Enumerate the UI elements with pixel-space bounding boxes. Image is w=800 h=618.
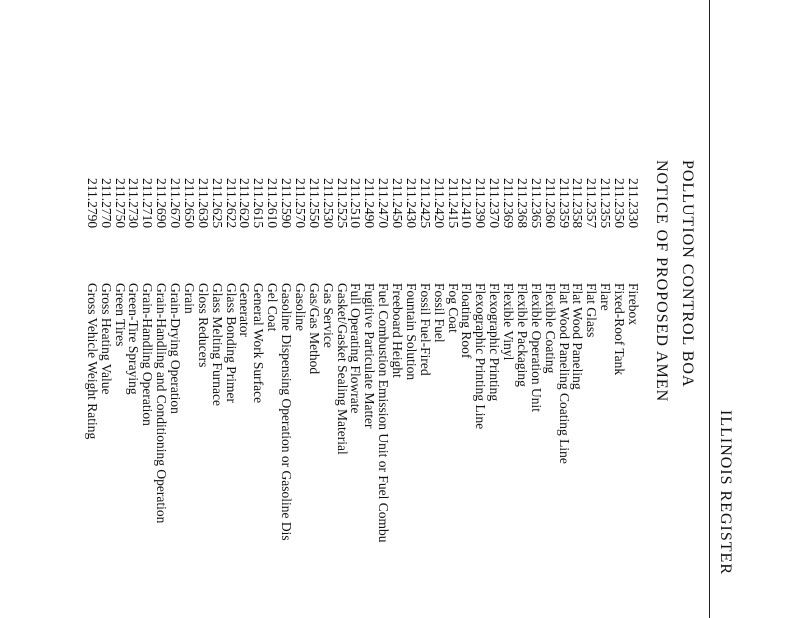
defined-term: Gloss Reducers	[195, 283, 211, 368]
section-entry	[446, 178, 460, 543]
section-number: 211.2330	[626, 178, 641, 229]
section-number: 211.2450	[390, 178, 406, 229]
defined-term: Gross Heating Value	[98, 283, 114, 395]
section-entry	[127, 178, 141, 543]
section-entry	[85, 178, 99, 543]
defined-term: Green Tires	[112, 283, 128, 347]
section-entry	[141, 178, 155, 543]
section-number: 211.2610	[265, 178, 281, 229]
defined-term: Full Operating Flowrate	[348, 283, 364, 414]
section-entry	[307, 178, 321, 543]
section-number: 211.2790	[84, 178, 100, 229]
defined-term: Fog Coat	[445, 283, 461, 333]
defined-term: Flat Wood Paneling	[570, 283, 586, 390]
section-entry	[293, 178, 307, 543]
section-number: 211.2425	[417, 178, 433, 229]
defined-term: Grain	[182, 283, 197, 314]
section-entry	[557, 178, 571, 543]
section-number: 211.2358	[570, 178, 586, 229]
section-entry	[224, 178, 238, 543]
notice-title: NOTICE OF PROPOSED AMEN	[653, 160, 670, 403]
defined-term: Gel Coat	[265, 283, 281, 332]
defined-term: Flexible Coating	[542, 283, 558, 374]
section-entry	[349, 178, 363, 543]
section-number: 211.2590	[279, 178, 295, 229]
header-rule	[709, 0, 710, 618]
section-number: 211.2368	[515, 178, 530, 229]
section-number: 211.2350	[612, 178, 628, 229]
section-number: 211.2490	[362, 178, 378, 229]
section-entry	[543, 178, 557, 543]
section-entry	[487, 178, 501, 543]
section-number: 211.2710	[140, 178, 156, 229]
section-number: 211.2369	[501, 178, 517, 229]
defined-term: Flare	[598, 283, 614, 311]
section-entry	[529, 178, 543, 543]
defined-term: Fossil Fuel	[431, 283, 447, 343]
section-entry	[432, 178, 446, 543]
section-number: 211.2370	[487, 178, 503, 229]
section-number: 211.2525	[334, 178, 350, 229]
section-entry	[515, 178, 529, 543]
section-entry	[418, 178, 432, 543]
section-entry	[99, 178, 113, 543]
defined-term: Flexible Vinyl	[501, 283, 517, 361]
section-number: 211.2430	[404, 178, 419, 229]
defined-term: Fountain Solution	[404, 283, 419, 381]
defined-term: Glass Bonding Primer	[223, 283, 239, 403]
section-number: 211.2570	[293, 178, 308, 229]
defined-term: Gross Vehicle Weight Rating	[84, 283, 100, 440]
defined-term: Fixed-Roof Tank	[612, 283, 628, 376]
defined-term: Fossil Fuel-Fired	[417, 283, 433, 376]
section-entry	[210, 178, 224, 543]
section-number: 211.2365	[528, 178, 544, 229]
defined-term: Floating Roof	[459, 283, 475, 359]
defined-term: Flat Wood Paneling Coating Line	[556, 283, 572, 464]
defined-term: Fugitive Particulate Matter	[362, 283, 378, 429]
section-entry	[168, 178, 182, 543]
defined-term: Fuel Combustion Emission Unit or Fuel Combu	[376, 283, 392, 543]
section-entry	[390, 178, 404, 543]
defined-term: Gasoline Dispensing Operation or Gasoline Dis	[279, 283, 295, 541]
section-number: 211.2530	[320, 178, 336, 229]
section-entry	[238, 178, 252, 543]
section-entry	[113, 178, 127, 543]
section-number: 211.2620	[237, 178, 253, 229]
section-entry	[376, 178, 390, 543]
defined-term: Gasket/Gasket Sealing Material	[334, 283, 350, 455]
section-entry	[196, 178, 210, 543]
defined-term: Flat Glass	[584, 283, 600, 338]
defined-term: Gasoline	[293, 283, 308, 331]
section-entry	[335, 178, 349, 543]
section-number: 211.2470	[376, 178, 392, 229]
section-entry	[598, 178, 612, 543]
section-entry	[279, 178, 293, 543]
defined-term: Glass Melting Furnace	[209, 283, 225, 406]
section-number: 211.2730	[126, 178, 142, 229]
section-entry	[363, 178, 377, 543]
section-number: 211.2359	[556, 178, 572, 229]
section-number: 211.2670	[168, 178, 184, 229]
section-entry	[182, 178, 196, 543]
defined-term: Flexographic Printing	[487, 283, 503, 402]
section-number: 211.2360	[542, 178, 558, 229]
section-number: 211.2420	[431, 178, 447, 229]
defined-term: Flexible Packaging	[515, 283, 530, 387]
section-number: 211.2410	[459, 178, 475, 229]
defined-term: Green-Tire Spraying	[126, 283, 142, 395]
section-entry	[474, 178, 488, 543]
section-number: 211.2630	[195, 178, 211, 229]
section-number: 211.2355	[598, 178, 614, 229]
section-entry	[154, 178, 168, 543]
section-number: 211.2750	[112, 178, 128, 229]
board-title: POLLUTION CONTROL BOA	[679, 160, 696, 388]
section-number: 211.2357	[584, 178, 600, 229]
defined-term: Flexographic Printing Line	[473, 283, 489, 430]
section-number: 211.2770	[98, 178, 114, 229]
section-entry	[571, 178, 585, 543]
section-entry	[252, 178, 266, 543]
defined-term: Gas Service	[320, 283, 336, 348]
defined-term: Grain-Drying Operation	[168, 283, 184, 414]
section-number: 211.2615	[251, 178, 267, 229]
defined-term: Freeboard Height	[390, 283, 406, 378]
section-number: 211.2650	[182, 178, 197, 229]
section-entry	[265, 178, 279, 543]
section-number: 211.2415	[445, 178, 461, 229]
section-number: 211.2390	[473, 178, 489, 229]
defined-term: Firebox	[626, 283, 641, 325]
section-entry	[612, 178, 626, 543]
section-number: 211.2510	[348, 178, 364, 229]
defined-term: Flexible Operation Unit	[528, 283, 544, 412]
defined-term: Generator	[237, 283, 253, 337]
section-number: 211.2550	[306, 178, 322, 229]
section-entry	[321, 178, 335, 543]
defined-term: General Work Surface	[251, 283, 267, 404]
defined-term: Grain-Handling Operation	[140, 283, 156, 426]
section-entry	[501, 178, 515, 543]
section-number: 211.2625	[209, 178, 225, 229]
register-title: ILLINOIS REGISTER	[717, 410, 734, 575]
section-list	[85, 178, 640, 543]
section-entry	[585, 178, 599, 543]
section-entry	[626, 178, 640, 543]
section-entry	[404, 178, 418, 543]
section-number: 211.2690	[154, 178, 170, 229]
defined-term: Grain-Handling and Conditioning Operation	[154, 283, 170, 524]
section-number: 211.2622	[223, 178, 239, 229]
section-entry	[460, 178, 474, 543]
defined-term: Gas/Gas Method	[306, 283, 322, 375]
